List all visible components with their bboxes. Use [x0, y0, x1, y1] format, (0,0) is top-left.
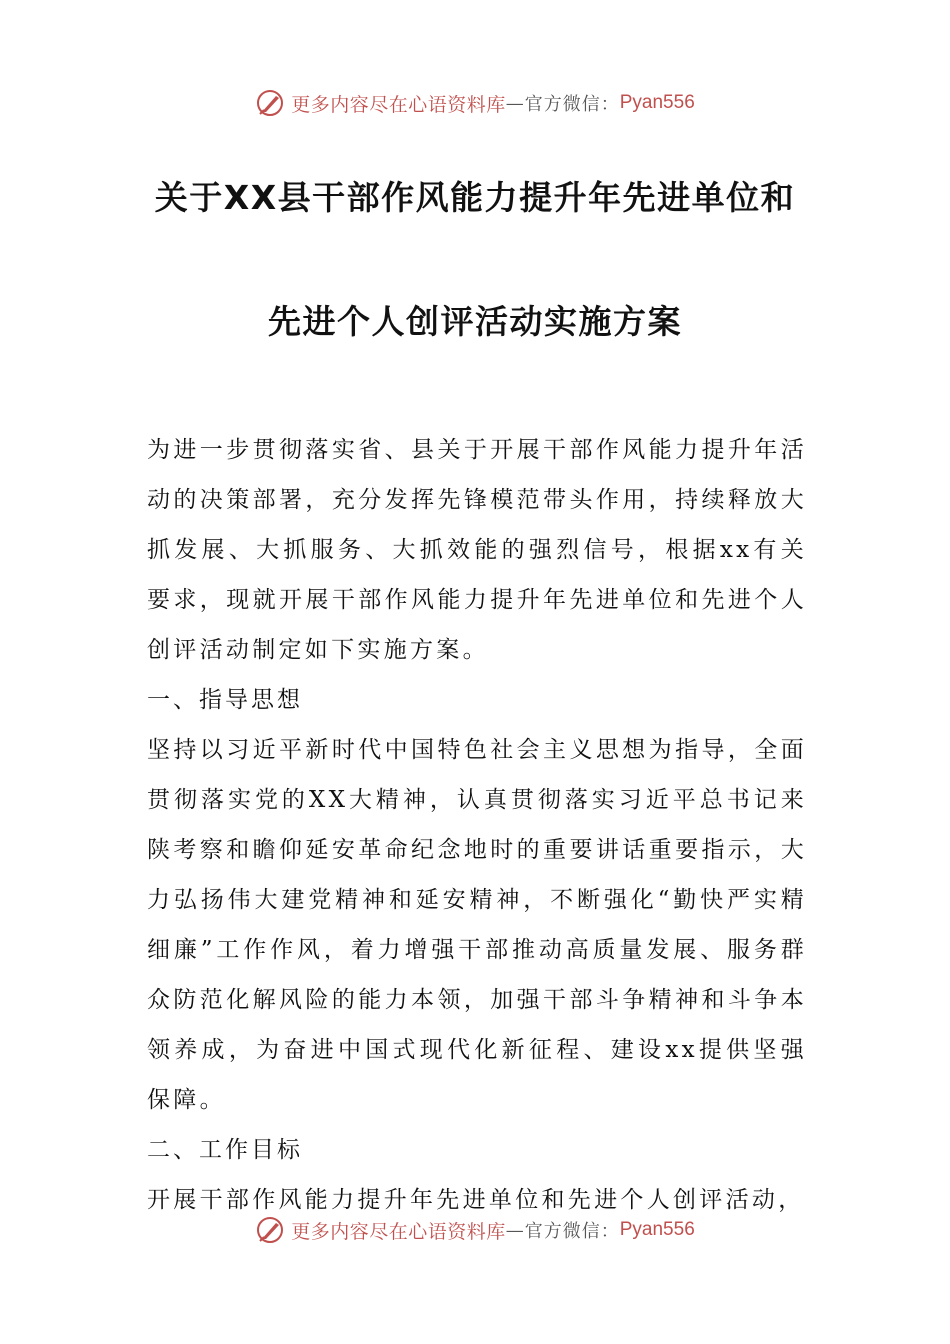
document-body: [147, 425, 807, 1225]
header-watermark-banner: [0, 83, 950, 123]
banner-dash: —: [505, 1219, 525, 1241]
document-title-line-1: 关于XX县干部作风能力提升年先进单位和: [154, 178, 796, 217]
quill-logo-icon: [255, 88, 285, 118]
section-heading-work-goals: 二、工作目标: [147, 1137, 303, 1163]
banner-wechat-label: 官方微信：: [524, 1221, 620, 1242]
quill-logo-icon: [255, 1215, 285, 1245]
footer-watermark-banner: [0, 1210, 950, 1250]
intro-paragraph: 为进一步贯彻落实省、县关于开展干部作风能力提升年活动的决策部署，充分发挥先锋模范带头作用，持续释放大抓发展、大抓服务、大抓效能的强烈信号，根据xx有关要求，现就开展干部作风能力提升年先进单位和先进个人创评活动制定如下实施方案。: [147, 437, 807, 663]
guiding-ideology-paragraph: 坚持以习近平新时代中国特色社会主义思想为指导，全面贯彻落实党的XX大精神，认真贯彻落实习近平总书记来陕考察和瞻仰延安革命纪念地时的重要讲话重要指示，大力弘扬伟大建党精神和延安精神，不断强化“勤快严实精细廉”工作作风，着力增强干部推动高质量发展、服务群众防范化解风险的能力本领，加强干部斗争精神和斗争本领养成，为奋进中国式现代化新征程、建设xx提供坚强保障。: [147, 737, 807, 1113]
section-heading-guiding-ideology: 一、指导思想: [147, 687, 303, 713]
work-goals-paragraph: 开展干部作风能力提升年先进单位和先进个人创评活动，: [147, 1187, 805, 1213]
banner-wechat-label: 官方微信：: [524, 94, 620, 115]
banner-wechat-id: Pyan556: [619, 1219, 695, 1240]
banner-brand-text: 更多内容尽在心语资料库: [291, 93, 506, 116]
banner-brand-text: 更多内容尽在心语资料库: [291, 1220, 506, 1243]
document-title-line-2: 先进个人创评活动实施方案: [268, 302, 682, 341]
banner-wechat-id: Pyan556: [619, 92, 695, 113]
banner-dash: —: [505, 92, 525, 114]
